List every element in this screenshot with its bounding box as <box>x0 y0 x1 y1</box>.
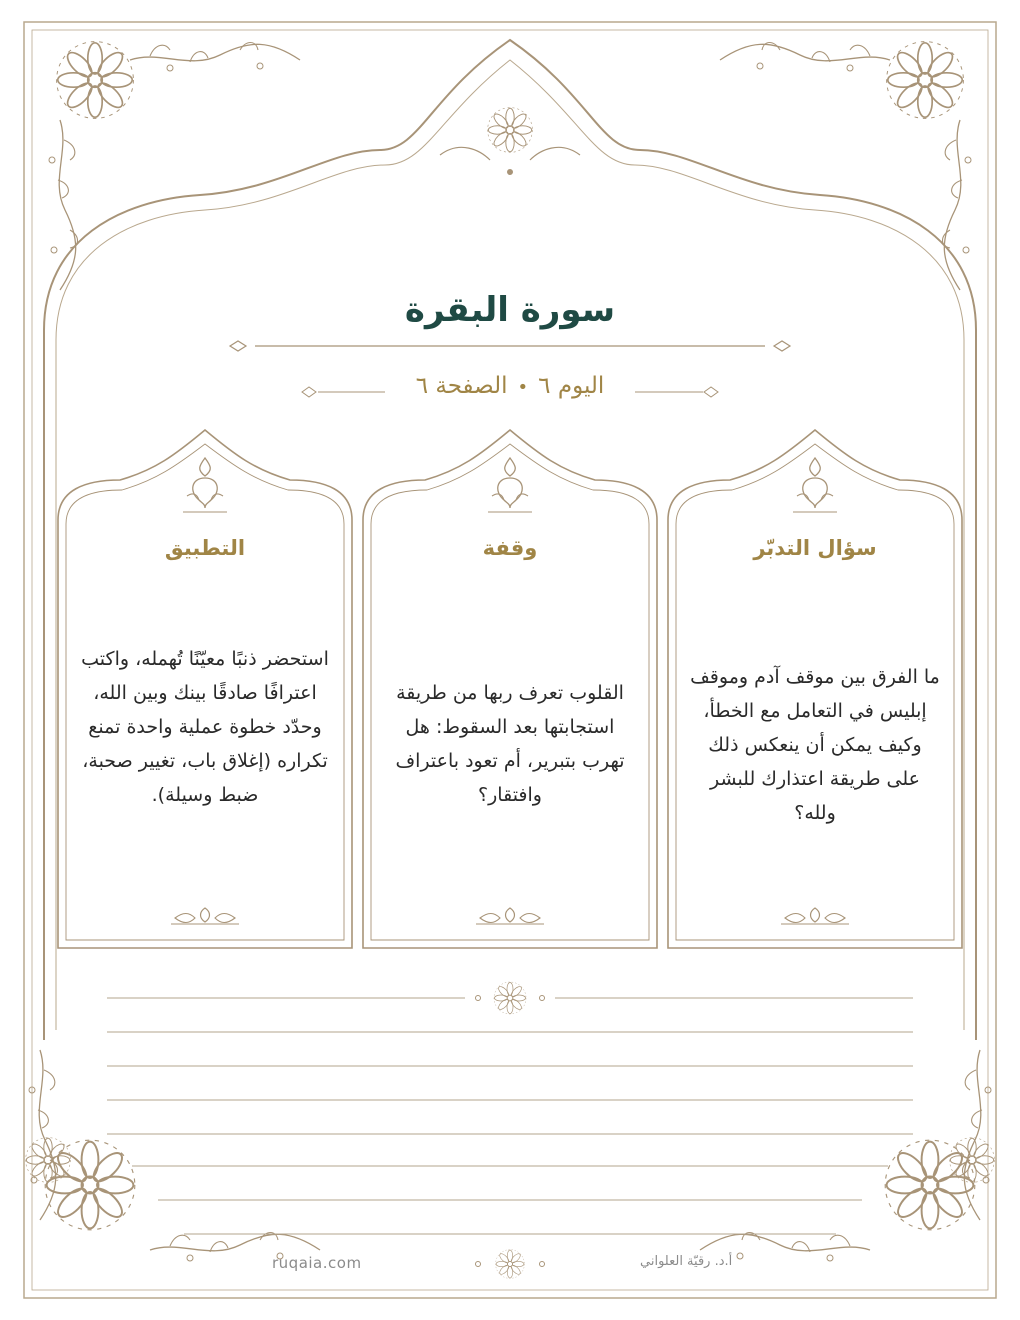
footer-author: أ.د. رقيّة العلواني <box>640 1254 733 1269</box>
day-page-subtitle <box>380 373 640 399</box>
card-title-pause: وقفة <box>482 536 538 560</box>
card-body-pause: القلوب تعرف ربها من طريقة استجابتها بعد السقوط: هل تهرب بتبرير، أم تعود باعتراف وافتقار؟ <box>395 682 625 806</box>
card-body-reflection-question: ما الفرق بين موقف آدم وموقف إبليس في التعامل مع الخطأ، وكيف يمكن أن ينعكس ذلك على طريقة اعتذارك للبشر ولله؟ <box>690 666 940 824</box>
card-title-application: التطبيق <box>164 536 246 560</box>
separator-dot: • <box>517 377 529 398</box>
page-title: سورة البقرة <box>404 290 616 330</box>
card-body-application: استحضر ذنبًا معيّنًا تُهمله، واكتب اعترافًا صادقًا بينك وبين الله، وحدّد خطوة عملية واحدة تمنع تكراره (إغلاق باب، تغيير صحبة، ضبط وسيلة). <box>81 648 329 806</box>
footer-website: ruqaia.com <box>272 1254 362 1272</box>
page-label: الصفحة ٦ <box>415 373 508 399</box>
card-title-reflection-question: سؤال التدبّر <box>753 536 877 560</box>
day-label: اليوم ٦ <box>538 373 605 399</box>
